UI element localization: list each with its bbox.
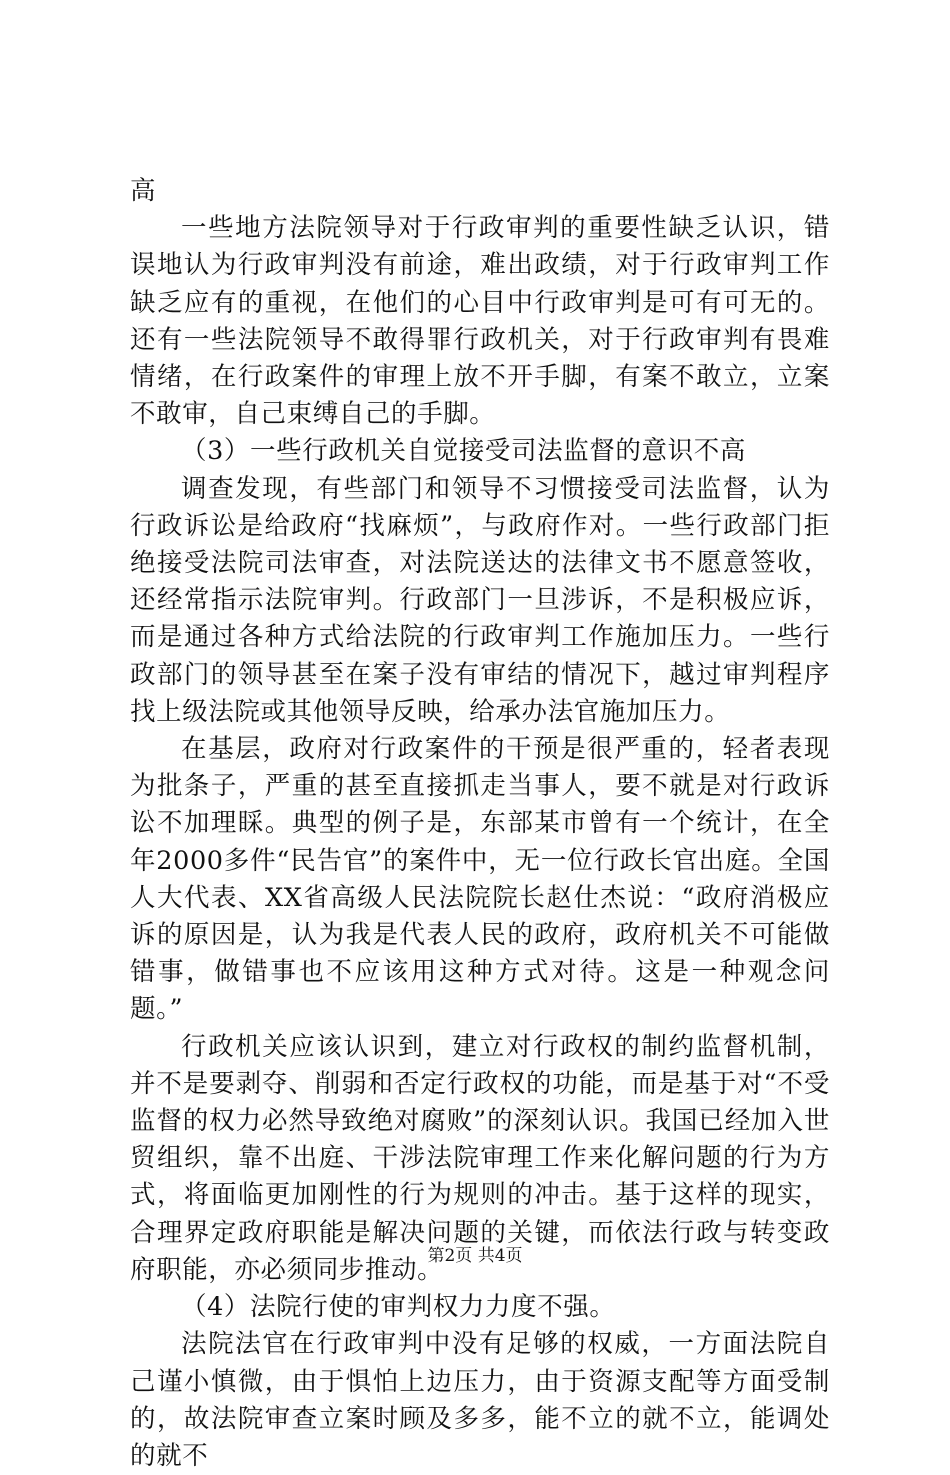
paragraph-investigation: 调查发现，有些部门和领导不习惯接受司法监督，认为行政诉讼是给政府“找麻烦”，与政府作对。一些行政部门拒绝接受法院司法审查，对法院送达的法律文书不愿意签收，还经常指示法院审判。行政部门一旦涉诉，不是积极应诉，而是通过各种方式给法院的行政审判工作施加压力。一些行政部门的领导甚至在案子没有审结的情况下，越过审判程序找上级法院或其他领导反映，给承办法官施加压力。 <box>130 473 830 727</box>
document-body <box>130 173 830 1475</box>
paragraph-court-leaders: 一些地方法院领导对于行政审判的重要性缺乏认识，错误地认为行政审判没有前途，难出政绩，对于行政审判工作缺乏应有的重视，在他们的心目中行政审判是可有可无的。还有一些法院领导不敢得罪行政机关，对于行政审判有畏难情绪，在行政案件的审理上放不开手脚，有案不敢立，立案不敢审，自己束缚自己的手脚。 <box>130 213 830 430</box>
section-heading-3: （3）一些行政机关自觉接受司法监督的意识不高 <box>181 436 746 467</box>
paragraph-court-authority: 法院法官在行政审判中没有足够的权威，一方面法院自己谨小慎微，由于惧怕上边压力，由于资源支配等方面受制的，故法院审查立案时顾及多多，能不立的就不立，能调处的就不 <box>130 1329 830 1471</box>
paragraph-continuation: 高 <box>130 176 157 206</box>
page-number-label: 第2页 共4页 <box>427 1246 523 1266</box>
section-heading-4: （4）法院行使的审判权力力度不强。 <box>181 1292 616 1323</box>
page-footer <box>0 1244 950 1268</box>
paragraph-grassroots: 在基层，政府对行政案件的干预是很严重的，轻者表现为批条子，严重的甚至直接抓走当事人，要不就是对行政诉讼不加理睬。典型的例子是，东部某市曾有一个统计，在全年2000多件“民告官”的案件中，无一位行政长官出庭。全国人大代表、XX省高级人民法院院长赵仕杰说：“政府消极应诉的原因是，认为我是代表人民的政府，政府机关不可能做错事，做错事也不应该用这种方式对待。这是一种观念问题。” <box>130 734 830 1025</box>
paragraph-admin-organs: 行政机关应该认识到，建立对行政权的制约监督机制，并不是要剥夺、削弱和否定行政权的功能，而是基于对“不受监督的权力必然导致绝对腐败”的深刻认识。我国已经加入世贸组织，靠不出庭、干涉法院审理工作来化解问题的行为方式，将面临更加刚性的行为规则的冲击。基于这样的现实，合理界定政府职能是解决问题的关键，而依法行政与转变政府职能，亦必须同步推动。 <box>130 1031 830 1285</box>
